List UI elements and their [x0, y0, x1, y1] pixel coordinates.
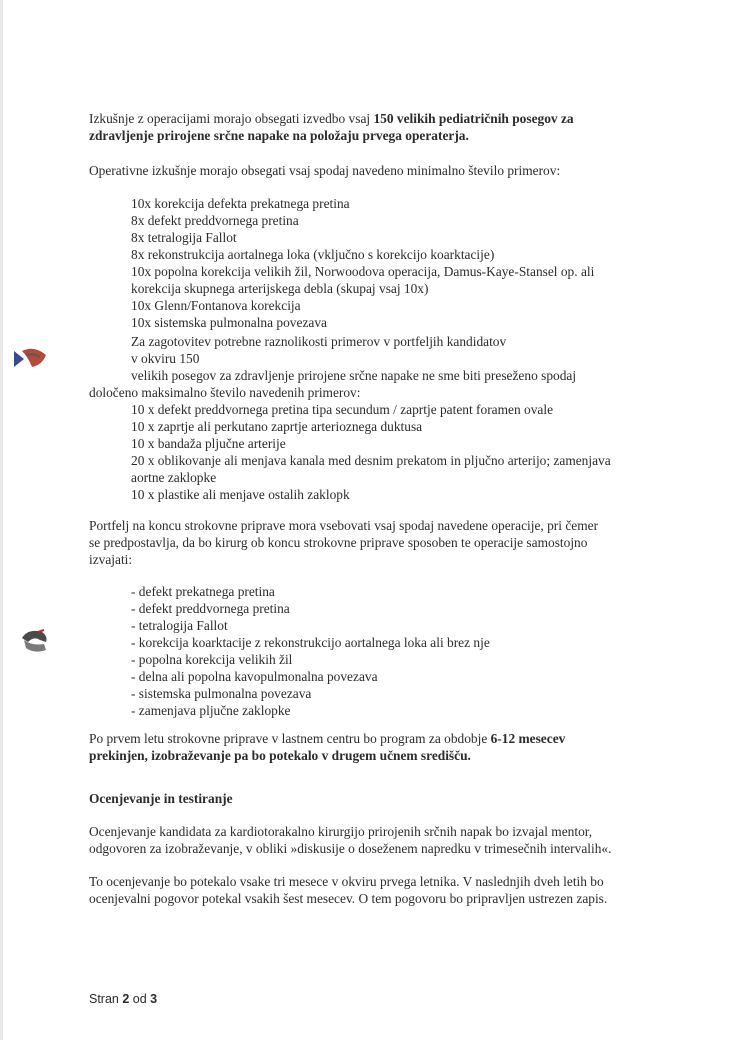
scan-edge: [0, 0, 3, 1040]
operation-item: - zamenjava pljučne zaklopke: [131, 703, 291, 718]
operation-item: - defekt preddvornega pretina: [131, 601, 290, 616]
operation-item: - defekt prekatnega pretina: [131, 584, 275, 599]
schedule-line-2: ocenjevalni pogovor potekal vsakih šest mesecev. O tem pogovoru bo pripravljen ustrezen zapis.: [89, 891, 608, 906]
max-list-item: 10 x bandaža pljučne arterije: [131, 436, 286, 451]
first-year-bold-text: 6-12 mesecev: [490, 731, 566, 746]
max-list-item: 10 x zaprtje ali perkutano zaprtje arterioznega duktusa: [131, 419, 423, 434]
first-year-text: Po prvem letu strokovne priprave v lastnem centru bo program za obdobje: [89, 731, 491, 746]
portfolio-line-2: se predpostavlja, da bo kirurg ob koncu strokovne priprave sposoben te operacije samostojno: [89, 535, 588, 550]
footer-label: Stran: [89, 992, 123, 1006]
intro-line-1: [89, 110, 574, 127]
min-list-item: 10x korekcija defekta prekatnega pretina: [131, 196, 350, 211]
punch-hole-mark-bottom: [18, 626, 50, 656]
max-list-item: 10 x defekt preddvornega pretina tipa secundum / zaprtje patent foramen ovale: [131, 402, 554, 417]
footer-page-total: 3: [150, 992, 158, 1006]
min-list-item: 8x defekt preddvornega pretina: [131, 213, 299, 228]
operation-item: - popolna korekcija velikih žil: [131, 652, 293, 667]
page-footer: [89, 991, 157, 1008]
min-list-item: korekcija skupnega arterijskega debla (skupaj vsaj 10x): [131, 281, 429, 296]
operation-item: - sistemska pulmonalna povezava: [131, 686, 312, 701]
intro-line-2: zdravljenje prirojene srčne napake na položaju prvega operaterja.: [89, 128, 469, 143]
diversity-line-1: Za zagotovitev potrebne raznolikosti primerov v portfeljih kandidatov: [131, 334, 507, 349]
diversity-line-4: določeno maksimalno število navedenih primerov:: [89, 385, 361, 400]
portfolio-line-3: izvajati:: [89, 552, 133, 567]
diversity-line-3: velikih posegov za zdravljenje prirojene srčne napake ne sme biti preseženo spodaj: [131, 368, 577, 383]
operation-item: - tetralogija Fallot: [131, 618, 228, 633]
first-year-line-1: [89, 730, 565, 747]
assessment-line-2: odgovoren za izobraževanje, v obliki »diskusije o doseženem napredku v trimesečnih intervalih«.: [89, 841, 612, 856]
max-list-item: aortne zaklopke: [131, 470, 217, 485]
min-list-item: 10x popolna korekcija velikih žil, Norwoodova operacija, Damus-Kaye-Stansel op. ali: [131, 264, 595, 279]
footer-page-number: 2: [122, 992, 130, 1006]
portfolio-line-1: Portfelj na koncu strokovne priprave mora vsebovati vsaj spodaj navedene operacije, pri čemer: [89, 518, 599, 533]
operation-item: - korekcija koarktacije z rekonstrukcijo aortalnega loka ali brez nje: [131, 635, 490, 650]
section-title: Ocenjevanje in testiranje: [89, 791, 233, 806]
min-list-item: 10x Glenn/Fontanova korekcija: [131, 298, 301, 313]
min-list-item: 10x sistemska pulmonalna povezava: [131, 315, 327, 330]
operation-item: - delna ali popolna kavopulmonalna povezava: [131, 669, 378, 684]
min-list-item: 8x rekonstrukcija aortalnega loka (vključno s korekcijo koarktacije): [131, 247, 495, 262]
max-list-item: 20 x oblikovanje ali menjava kanala med desnim prekatom in pljučno arterijo; zamenjava: [131, 453, 611, 468]
max-list-item: 10 x plastike ali menjave ostalih zaklopk: [131, 487, 350, 502]
punch-hole-mark-top: [12, 345, 50, 371]
assessment-line-1: Ocenjevanje kandidata za kardiotorakalno kirurgijo prirojenih srčnih napak bo izvajal mentor,: [89, 824, 593, 839]
intro-text: Izkušnje z operacijami morajo obsegati izvedbo vsaj: [89, 111, 374, 126]
intro-bold-text: 150 velikih pediatričnih posegov za: [373, 111, 574, 126]
first-year-line-2: prekinjen, izobraževanje pa bo potekalo v drugem učnem središču.: [89, 748, 471, 763]
requirements-intro: Operativne izkušnje morajo obsegati vsaj spodaj navedeno minimalno število primerov:: [89, 163, 561, 178]
min-list-item: 8x tetralogija Fallot: [131, 230, 237, 245]
footer-separator: od: [129, 992, 151, 1006]
diversity-line-2: v okviru 150: [131, 351, 200, 366]
schedule-line-1: To ocenjevanje bo potekalo vsake tri mesece v okviru prvega letnika. V naslednjih dveh letih bo: [89, 874, 604, 889]
